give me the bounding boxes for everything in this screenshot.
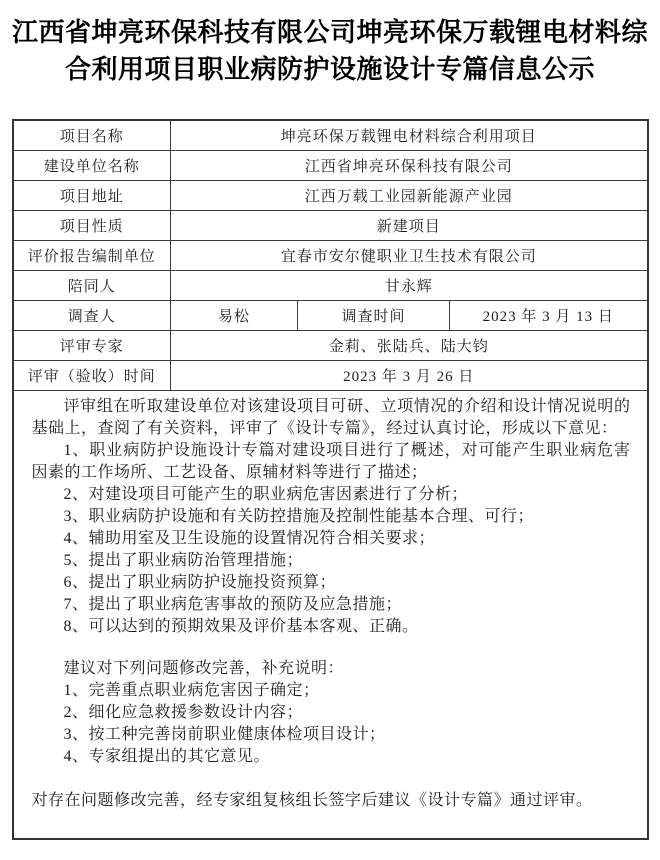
row-label-survey-time: 调查时间 (298, 301, 450, 331)
suggest-item: 2、细化应急救援参数设计内容； (63, 704, 304, 721)
row-label-project-address: 项目地址 (13, 181, 171, 211)
info-table (12, 119, 649, 840)
row-value-survey-time: 2023 年 3 月 13 日 (450, 301, 648, 331)
page-title-line1: 江西省坤亮环保科技有限公司坤亮环保万载锂电材料综 (12, 18, 649, 47)
page-title (12, 14, 648, 88)
table-row-survey (13, 301, 648, 331)
row-label-report-unit: 评价报告编制单位 (13, 241, 171, 271)
row-value-construction-unit: 江西省坤亮环保科技有限公司 (171, 151, 648, 181)
row-label-project-name: 项目名称 (13, 120, 171, 151)
row-value-review-time: 2023 年 3 月 26 日 (171, 361, 648, 391)
table-row-opinion (13, 391, 648, 840)
row-value-report-unit: 宜春市安尔健职业卫生技术有限公司 (171, 241, 648, 271)
row-label-construction-unit: 建设单位名称 (13, 151, 171, 181)
row-label-accompanying-person: 陪同人 (13, 271, 171, 301)
row-value-investigator: 易松 (171, 301, 298, 331)
opinion-item: 1、职业病防护设施设计专篇对建设项目进行了概述，对可能产生职业病危害因素的工作场所、工艺设备、原辅材料等进行了描述； (31, 442, 631, 481)
row-label-project-nature: 项目性质 (13, 211, 171, 241)
row-value-review-experts: 金莉、张陆兵、陆大钧 (171, 331, 648, 361)
opinion-item: 6、提出了职业病防护设施投资预算； (63, 574, 337, 591)
opinion-item: 8、可以达到的预期效果及评价基本客观、正确。 (63, 618, 419, 635)
table-row (13, 361, 648, 391)
suggest-item: 4、专家组提出的其它意见。 (63, 748, 271, 765)
suggest-intro: 建议对下列问题修改完善，补充说明： (63, 660, 345, 677)
opinion-cell (13, 391, 648, 840)
table-row (13, 241, 648, 271)
row-label-review-experts: 评审专家 (13, 331, 171, 361)
suggest-item: 3、按工种完善岗前职业健康体检项目设计； (63, 726, 386, 743)
row-value-accompanying-person: 甘永辉 (171, 271, 648, 301)
table-row (13, 181, 648, 211)
opinion-conclusion: 对存在问题修改完善，经专家组复核组长签字后建议《设计专篇》通过评审。 (31, 792, 593, 809)
opinion-item: 5、提出了职业病防治管理措施； (63, 552, 304, 569)
opinion-item: 2、对建设项目可能产生的职业病危害因素进行了分析； (63, 486, 469, 503)
opinion-intro: 评审组在听取建设单位对该建设项目可研、立项情况的介绍和设计情况说明的基础上，查阅了有关资料，评审了《设计专篇》，经过认真讨论，形成以下意见： (31, 398, 631, 437)
row-label-review-time: 评审（验收）时间 (13, 361, 171, 391)
opinion-item: 7、提出了职业病危害事故的预防及应急措施； (63, 596, 403, 613)
table-row (13, 211, 648, 241)
page-title-line2: 合利用项目职业病防护设施设计专篇信息公示 (64, 55, 595, 84)
table-row (13, 331, 648, 361)
opinion-item: 3、职业病防护设施和有关防控措施及控制性能基本合理、可行； (63, 508, 535, 525)
table-row (13, 271, 648, 301)
row-value-project-nature: 新建项目 (171, 211, 648, 241)
table-row (13, 151, 648, 181)
row-value-project-address: 江西万载工业园新能源产业园 (171, 181, 648, 211)
suggest-item: 1、完善重点职业病危害因子确定； (63, 682, 320, 699)
row-value-project-name: 坤亮环保万载锂电材料综合利用项目 (171, 120, 648, 151)
row-label-investigator: 调查人 (13, 301, 171, 331)
opinion-item: 4、辅助用室及卫生设施的设置情况符合相关要求； (63, 530, 436, 547)
table-row (13, 120, 648, 151)
